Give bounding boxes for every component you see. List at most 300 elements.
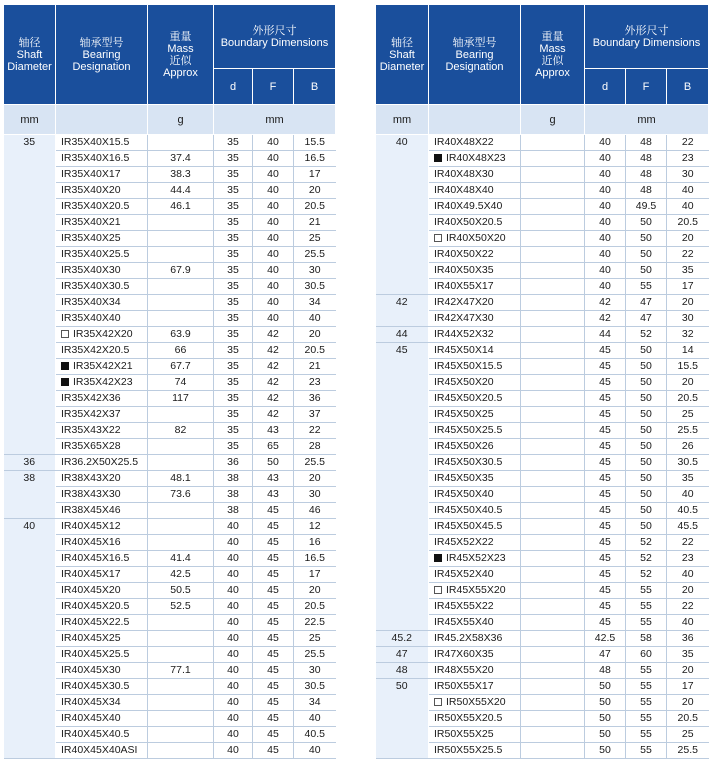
mass-cell [521,647,585,663]
b-cell: 30 [294,663,336,679]
designation-text: IR40X45X25.5 [61,648,130,660]
d-cell: 45 [585,599,626,615]
mass-cell: 66 [148,343,214,359]
designation-cell [56,391,148,407]
mass-cell [521,247,585,263]
designation-text: IR40X48X40 [434,184,494,196]
mass-cell [148,535,214,551]
mass-cell [521,151,585,167]
d-cell: 35 [214,423,253,439]
f-cell: 55 [626,615,667,631]
mass-cell [521,183,585,199]
designation-cell [429,199,521,215]
designation-cell [56,679,148,695]
d-cell: 38 [214,503,253,519]
b-cell: 22 [667,247,709,263]
mass-cell [148,311,214,327]
bearing-table-left [3,4,336,759]
f-cell: 47 [626,295,667,311]
f-cell: 45 [253,727,294,743]
b-cell: 23 [667,551,709,567]
f-cell: 45 [253,567,294,583]
f-cell: 40 [253,311,294,327]
filled-square-icon [61,362,69,370]
d-cell: 35 [214,151,253,167]
d-cell: 40 [214,647,253,663]
b-cell: 20 [667,695,709,711]
designation-cell [429,423,521,439]
f-cell: 48 [626,151,667,167]
f-cell: 60 [626,647,667,663]
designation-text: IR40X45X20.5 [61,600,130,612]
designation-text: IR40X48X22 [434,136,494,148]
designation-cell [56,487,148,503]
b-cell: 16.5 [294,551,336,567]
table-row [376,327,709,343]
designation-text: IR35X40X15.5 [61,136,130,148]
f-cell: 55 [626,727,667,743]
col-b-header: B [294,69,336,105]
unit-dim-header: mm [214,105,336,135]
d-cell: 42 [585,295,626,311]
b-cell: 40 [667,199,709,215]
open-square-icon [434,234,442,242]
designation-text: IR35X42X36 [61,392,121,404]
f-cell: 40 [253,247,294,263]
b-cell: 35 [667,647,709,663]
designation-text: IR45X55X22 [434,600,494,612]
f-cell: 52 [626,567,667,583]
designation-text: IR35X40X25 [61,232,121,244]
mass-cell [521,663,585,679]
d-cell: 40 [585,167,626,183]
designation-text: IR44X52X32 [434,328,494,340]
d-cell: 40 [214,599,253,615]
d-cell: 44 [585,327,626,343]
mass-cell [521,359,585,375]
designation-cell [56,295,148,311]
b-cell: 30.5 [294,679,336,695]
designation-text: IR35X40X30 [61,264,121,276]
f-cell: 48 [626,183,667,199]
f-cell: 52 [626,535,667,551]
mass-cell [521,375,585,391]
f-cell: 50 [626,503,667,519]
f-cell: 55 [626,279,667,295]
designation-cell [429,567,521,583]
b-cell: 14 [667,343,709,359]
designation-cell [429,439,521,455]
d-cell: 40 [585,183,626,199]
mass-cell [521,599,585,615]
d-cell: 40 [214,711,253,727]
f-cell: 43 [253,423,294,439]
f-cell: 45 [253,711,294,727]
designation-cell [56,615,148,631]
b-cell: 40 [294,711,336,727]
f-cell: 50 [626,487,667,503]
f-cell: 50 [626,423,667,439]
shaft-diameter-cell: 47 [376,647,429,663]
table-row [4,135,336,151]
designation-cell [56,455,148,471]
d-cell: 40 [585,231,626,247]
f-cell: 45 [253,695,294,711]
designation-cell [56,599,148,615]
d-cell: 40 [214,535,253,551]
d-cell: 40 [214,695,253,711]
mass-cell: 73.6 [148,487,214,503]
f-cell: 50 [626,343,667,359]
mass-cell [521,295,585,311]
shaft-diameter-cell: 50 [376,679,429,759]
designation-cell [429,599,521,615]
d-cell: 45 [585,471,626,487]
shaft-diameter-cell: 45 [376,343,429,631]
d-cell: 35 [214,311,253,327]
b-cell: 32 [667,327,709,343]
b-cell: 20.5 [667,215,709,231]
d-cell: 35 [214,183,253,199]
b-cell: 23 [294,375,336,391]
designation-text: IR40X45X25 [61,632,121,644]
d-cell: 45 [585,375,626,391]
d-cell: 40 [585,215,626,231]
designation-text: IR36.2X50X25.5 [61,456,139,468]
designation-cell [429,615,521,631]
b-cell: 30 [294,263,336,279]
f-cell: 50 [626,263,667,279]
mass-cell [521,567,585,583]
mass-cell [148,615,214,631]
table-row [376,135,709,151]
designation-text: IR45X50X40.5 [434,504,503,516]
d-cell: 50 [585,711,626,727]
d-cell: 40 [585,247,626,263]
designation-text: IR42X47X20 [434,296,494,308]
mass-cell [521,711,585,727]
f-cell: 40 [253,151,294,167]
b-cell: 25.5 [667,423,709,439]
mass-cell [521,343,585,359]
f-cell: 42 [253,407,294,423]
f-cell: 48 [626,135,667,151]
b-cell: 20 [667,231,709,247]
f-cell: 50 [253,455,294,471]
f-cell: 50 [626,455,667,471]
open-square-icon [434,586,442,594]
b-cell: 36 [667,631,709,647]
designation-text: IR45X50X26 [434,440,494,452]
b-cell: 34 [294,695,336,711]
designation-text: IR40X49.5X40 [434,200,503,212]
mass-cell: 37.4 [148,151,214,167]
mass-cell [148,711,214,727]
d-cell: 38 [214,471,253,487]
table-row [376,631,709,647]
d-cell: 40 [214,615,253,631]
f-cell: 42 [253,343,294,359]
b-cell: 20 [294,583,336,599]
boundary-dimensions-header: 外形尺寸 Boundary Dimensions [214,5,336,69]
d-cell: 40 [214,743,253,759]
designation-cell [56,151,148,167]
table-row [4,519,336,535]
designation-cell [56,183,148,199]
designation-cell [429,407,521,423]
mass-cell [521,455,585,471]
b-cell: 25 [667,727,709,743]
open-square-icon [434,698,442,706]
unit-mm-header: mm [4,105,56,135]
b-cell: 40 [667,183,709,199]
f-cell: 40 [253,183,294,199]
designation-text: IR45X50X30.5 [434,456,503,468]
mass-cell [148,279,214,295]
designation-text: IR40X45X16 [61,536,121,548]
f-cell: 50 [626,359,667,375]
b-cell: 20 [294,183,336,199]
designation-cell [56,359,148,375]
designation-text: IR35X40X34 [61,296,121,308]
designation-text: IR45X50X20.5 [434,392,503,404]
d-cell: 35 [214,295,253,311]
f-cell: 40 [253,167,294,183]
designation-cell [429,727,521,743]
designation-text: IR40X55X17 [434,280,494,292]
d-cell: 45 [585,567,626,583]
f-cell: 40 [253,263,294,279]
b-cell: 40 [667,615,709,631]
designation-cell [56,423,148,439]
mass-cell [521,519,585,535]
f-cell: 65 [253,439,294,455]
designation-cell [56,663,148,679]
designation-text: IR40X45X30 [61,664,121,676]
d-cell: 35 [214,359,253,375]
designation-cell [56,503,148,519]
designation-text: IR35X40X30.5 [61,280,130,292]
f-cell: 42 [253,375,294,391]
designation-text: IR40X45X17 [61,568,121,580]
shaft-diameter-header: 轴径 Shaft Diameter [376,5,429,105]
designation-text: IR38X45X46 [61,504,121,516]
f-cell: 42 [253,359,294,375]
d-cell: 50 [585,743,626,759]
designation-text: IR45X52X22 [434,536,494,548]
f-cell: 48 [626,167,667,183]
designation-cell [429,167,521,183]
d-cell: 40 [214,551,253,567]
f-cell: 50 [626,231,667,247]
b-cell: 28 [294,439,336,455]
b-cell: 21 [294,359,336,375]
designation-text: IR35X42X20.5 [61,344,130,356]
designation-cell [429,135,521,151]
mass-cell: 82 [148,423,214,439]
b-cell: 25.5 [294,647,336,663]
table-row [376,663,709,679]
designation-cell [56,535,148,551]
designation-text: IR35X42X23 [73,376,133,388]
designation-text: IR50X55X20 [446,696,506,708]
designation-text: IR35X43X22 [61,424,121,436]
d-cell: 35 [214,247,253,263]
designation-cell [429,247,521,263]
b-cell: 40.5 [667,503,709,519]
designation-cell [429,359,521,375]
mass-cell [521,695,585,711]
designation-text: IR45X55X40 [434,616,494,628]
mass-cell [148,647,214,663]
designation-text: IR35X40X21 [61,216,121,228]
b-cell: 40 [667,487,709,503]
table-row [376,647,709,663]
b-cell: 15.5 [667,359,709,375]
f-cell: 47 [626,311,667,327]
designation-cell [429,487,521,503]
mass-cell [521,167,585,183]
shaft-diameter-cell: 38 [4,471,56,519]
mass-cell [148,631,214,647]
d-cell: 35 [214,231,253,247]
designation-text: IR38X43X20 [61,472,121,484]
designation-cell [429,151,521,167]
b-cell: 30 [294,487,336,503]
mass-cell [521,727,585,743]
f-cell: 40 [253,199,294,215]
mass-cell [148,679,214,695]
mass-cell: 48.1 [148,471,214,487]
designation-cell [56,263,148,279]
f-cell: 50 [626,215,667,231]
f-cell: 49.5 [626,199,667,215]
mass-cell [521,215,585,231]
d-cell: 50 [585,695,626,711]
designation-text: IR48X55X20 [434,664,494,676]
col-d-header: d [214,69,253,105]
b-cell: 20.5 [294,199,336,215]
mass-cell [521,263,585,279]
mass-cell [148,503,214,519]
d-cell: 35 [214,407,253,423]
b-cell: 20.5 [667,391,709,407]
table-row [376,679,709,695]
d-cell: 40 [214,583,253,599]
designation-text: IR40X45X34 [61,696,121,708]
designation-cell [429,311,521,327]
b-cell: 20 [667,295,709,311]
b-cell: 20 [667,375,709,391]
f-cell: 45 [253,615,294,631]
d-cell: 35 [214,327,253,343]
designation-cell [56,471,148,487]
b-cell: 22 [667,599,709,615]
f-cell: 42 [253,391,294,407]
f-cell: 45 [253,583,294,599]
d-cell: 40 [214,663,253,679]
f-cell: 50 [626,375,667,391]
d-cell: 35 [214,375,253,391]
b-cell: 12 [294,519,336,535]
designation-text: IR45X50X25.5 [434,424,503,436]
d-cell: 40 [585,279,626,295]
col-f-header: F [626,69,667,105]
b-cell: 40 [667,567,709,583]
designation-text: IR45X55X20 [446,584,506,596]
mass-cell [521,615,585,631]
designation-text: IR45X50X35 [434,472,494,484]
designation-text: IR40X45X12 [61,520,121,532]
designation-cell [56,727,148,743]
b-cell: 20 [667,663,709,679]
mass-cell [521,743,585,759]
designation-text: IR40X48X23 [446,152,506,164]
mass-cell [148,743,214,759]
bearing-designation-header: 轴承型号 Bearing Designation [56,5,148,105]
designation-text: IR45.2X58X36 [434,632,503,644]
designation-text: IR42X47X30 [434,312,494,324]
table-row [4,455,336,471]
b-cell: 40 [294,743,336,759]
b-cell: 22 [667,535,709,551]
f-cell: 55 [626,663,667,679]
bearing-table-right [375,4,709,759]
mass-cell [521,471,585,487]
shaft-diameter-cell: 45.2 [376,631,429,647]
designation-cell [56,279,148,295]
f-cell: 40 [253,231,294,247]
f-cell: 45 [253,647,294,663]
mass-cell [521,423,585,439]
shaft-diameter-cell: 48 [376,663,429,679]
designation-cell [429,743,521,759]
designation-cell [429,551,521,567]
f-cell: 55 [626,711,667,727]
table-row [4,471,336,487]
d-cell: 40 [585,199,626,215]
designation-cell [56,215,148,231]
mass-cell [148,455,214,471]
b-cell: 30.5 [667,455,709,471]
col-b-header: B [667,69,709,105]
mass-cell: 74 [148,375,214,391]
b-cell: 22 [667,135,709,151]
d-cell: 45 [585,503,626,519]
mass-cell: 42.5 [148,567,214,583]
col-d-header: d [585,69,626,105]
d-cell: 40 [214,567,253,583]
d-cell: 45 [585,391,626,407]
mass-cell [148,247,214,263]
designation-text: IR40X50X22 [434,248,494,260]
d-cell: 35 [214,263,253,279]
d-cell: 48 [585,663,626,679]
designation-cell [429,183,521,199]
designation-text: IR50X55X20.5 [434,712,503,724]
b-cell: 17 [294,567,336,583]
mass-cell [148,519,214,535]
d-cell: 35 [214,343,253,359]
f-cell: 45 [253,519,294,535]
mass-cell: 63.9 [148,327,214,343]
f-cell: 45 [253,663,294,679]
b-cell: 36 [294,391,336,407]
f-cell: 55 [626,599,667,615]
designation-cell [429,711,521,727]
b-cell: 25 [294,631,336,647]
mass-cell: 117 [148,391,214,407]
